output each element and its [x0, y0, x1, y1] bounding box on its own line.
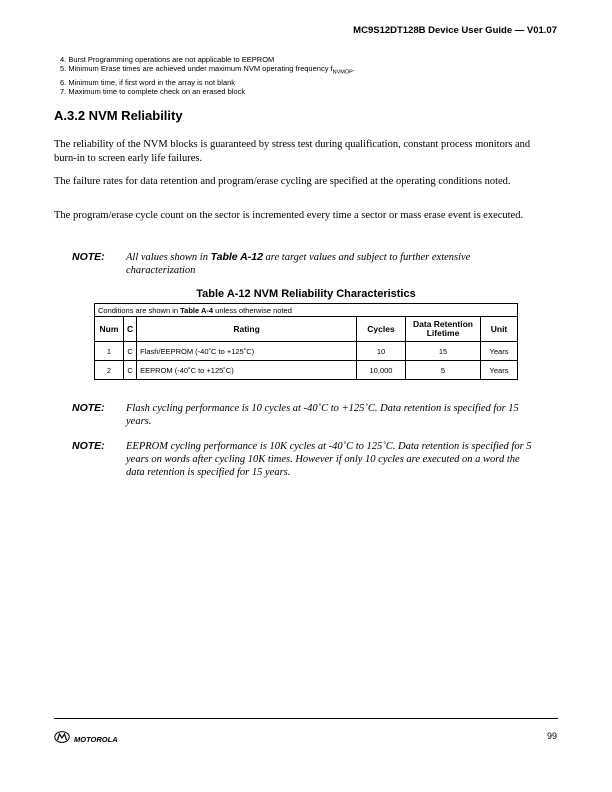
cell-unit: Years [481, 361, 518, 380]
footnote-7: 7. Maximum time to complete check on an erased block [60, 86, 246, 96]
conditions-table-reference[interactable]: Table A-4 [180, 305, 214, 315]
cell-rating: EEPROM (-40˚C to +125˚C) [137, 361, 357, 380]
paragraph-reliability: The reliability of the NVM blocks is guaranteed by stress test during qualification, constant process monitors and burn-in to screen early life failures. [54, 139, 531, 164]
cell-rating: Flash/EEPROM (-40˚C to +125˚C) [137, 342, 357, 361]
cell-num: 2 [95, 361, 124, 380]
cell-unit: Years [481, 342, 518, 361]
header-unit: Unit [481, 317, 518, 342]
header-rating: Rating [137, 317, 357, 342]
note-label: NOTE: [72, 251, 105, 263]
cell-c: C [124, 342, 137, 361]
table-row [95, 342, 518, 361]
cell-cycles: 10 [357, 342, 406, 361]
note-text: Flash cycling performance is 10 cycles at -40˚C to +125˚C. Data retention is specified for 15 years. [126, 403, 519, 427]
paragraph-failure-rates: The failure rates for data retention and program/erase cycling are specified at the operating conditions noted. [54, 176, 511, 187]
nvm-reliability-table [94, 303, 518, 380]
header-retention: Data Retention Lifetime [406, 317, 481, 342]
section-heading: A.3.2 NVM Reliability [54, 108, 183, 123]
cell-num: 1 [95, 342, 124, 361]
paragraph-cycle-count: The program/erase cycle count on the sector is incremented every time a sector or mass erase event is executed. [54, 210, 524, 221]
cell-retention: 5 [406, 361, 481, 380]
footnote-4: 4. Burst Programming operations are not applicable to EEPROM [60, 55, 275, 64]
table-header-row [95, 317, 518, 342]
footnote-5: 5. Minimum Erase times are achieved under maximum NVM operating frequency $f_{NVMOP}$. [60, 64, 355, 76]
cell-cycles: 10,000 [357, 361, 406, 380]
cell-retention: 15 [406, 342, 481, 361]
footer-rule [54, 718, 558, 719]
footer-brand: MOTOROLA [74, 734, 118, 744]
note-text: EEPROM cycling performance is 10K cycles at -40˚C to 125˚C. Data retention is specified for 5 years on words after cycling 10K times. However if only 10 cycles are executed on a word the data retention is specified for 15 years. [126, 441, 532, 478]
table-reference-link[interactable]: Table A-12 [210, 251, 263, 263]
cell-c: C [124, 361, 137, 380]
footnote-6: 6. Minimum time, if first word in the array is not blank [60, 77, 236, 87]
motorola-logo-icon [54, 730, 70, 748]
note-label: NOTE: [72, 440, 105, 452]
footer-logo [54, 730, 118, 748]
page-number: 99 [546, 731, 557, 741]
table-row [95, 361, 518, 380]
footnotes [60, 55, 355, 96]
table-conditions-row [95, 304, 518, 317]
note-label: NOTE: [72, 402, 105, 414]
table-conditions: Conditions are shown in Table A-4 unless otherwise noted [95, 304, 518, 317]
header-title: MC9S12DT128B Device User Guide — V01.07 [353, 25, 557, 36]
table-title: Table A-12 NVM Reliability Characteristics [196, 288, 416, 300]
note-text: All values shown in Table A-12 are target values and subject to further extensive characterization [126, 251, 471, 276]
header-cycles: Cycles [357, 317, 406, 342]
header-c: C [124, 317, 137, 342]
header-num: Num [95, 317, 124, 342]
